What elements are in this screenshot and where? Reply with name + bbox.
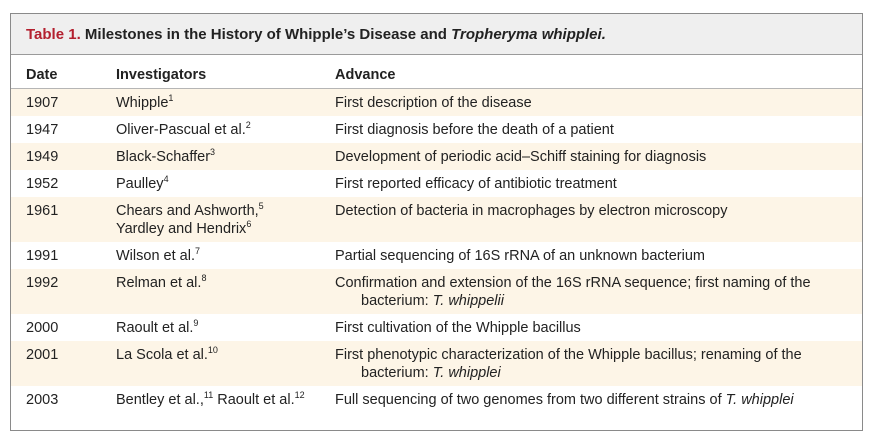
cell-investigators: Raoult et al.$^9$ [116, 318, 199, 336]
cell-date: 1947 [26, 122, 59, 138]
table-row [11, 197, 862, 242]
header-date: Date [11, 61, 116, 89]
cell-date: 1961 [11, 197, 116, 242]
cell-date: 1949 [11, 143, 116, 170]
table-label: Table 1. [26, 26, 81, 43]
cell-date: 2003 [26, 392, 59, 408]
cell-investigators: Paulley$^4$ [116, 174, 169, 192]
cell-advance: First phenotypic characterization of the Whipple bacillus; renaming of the bacterium: T. whipplei [335, 341, 862, 386]
table-row [11, 386, 862, 413]
cell-advance: Confirmation and extension of the 16S rRNA sequence; first naming of the bacterium: T. whippelii [335, 269, 862, 314]
milestones-table [11, 61, 862, 413]
cell-date: 1992 [11, 269, 116, 314]
cell-investigators: Relman et al.$^8$ [116, 269, 335, 314]
header-advance: Advance [335, 61, 862, 89]
cell-date: 1952 [26, 176, 59, 192]
header-row [11, 61, 862, 89]
cell-investigators: Black-Schaffer$^3$ [116, 143, 335, 170]
cell-investigators: La Scola et al.$^{10}$ [116, 341, 335, 386]
table-row [11, 116, 862, 143]
cell-advance: First reported efficacy of antibiotic treatment [335, 176, 617, 192]
table-row [11, 269, 862, 314]
table-title [11, 14, 862, 55]
cell-investigators: Wilson et al.$^7$ [116, 246, 200, 264]
table-row [11, 341, 862, 386]
table-frame [10, 13, 863, 431]
table-title-text: Milestones in the History of Whipple’s Disease and [80, 26, 452, 43]
cell-date: 2000 [26, 320, 59, 336]
table-row [11, 89, 862, 117]
cell-date: 1907 [11, 89, 116, 117]
table-row [11, 314, 862, 341]
cell-advance: First cultivation of the Whipple bacillus [335, 320, 581, 336]
cell-investigators: Bentley et al.,$^{11}$ Raoult et al.$^{12}$ [116, 390, 305, 408]
cell-advance: Full sequencing of two genomes from two different strains of T. whipplei [335, 392, 794, 408]
cell-advance: Detection of bacteria in macrophages by electron microscopy [335, 197, 862, 242]
cell-advance: Partial sequencing of 16S rRNA of an unknown bacterium [335, 248, 705, 264]
table-row [11, 242, 862, 269]
cell-date: 2001 [11, 341, 116, 386]
cell-advance: First diagnosis before the death of a patient [335, 122, 614, 138]
table-row [11, 170, 862, 197]
cell-investigators: Whipple$^1$ [116, 89, 335, 117]
table-row [11, 143, 862, 170]
header-investigators: Investigators [116, 61, 335, 89]
cell-investigators: Chears and Ashworth,$^5$ Yardley and Hendrix$^6$ [116, 197, 335, 242]
table-title-italic: Tropheryma whipplei. [451, 26, 606, 43]
cell-advance: First description of the disease [335, 89, 862, 117]
cell-investigators: Oliver-Pascual et al.$^2$ [116, 120, 251, 138]
cell-advance: Development of periodic acid–Schiff staining for diagnosis [335, 143, 862, 170]
cell-date: 1991 [26, 248, 59, 264]
